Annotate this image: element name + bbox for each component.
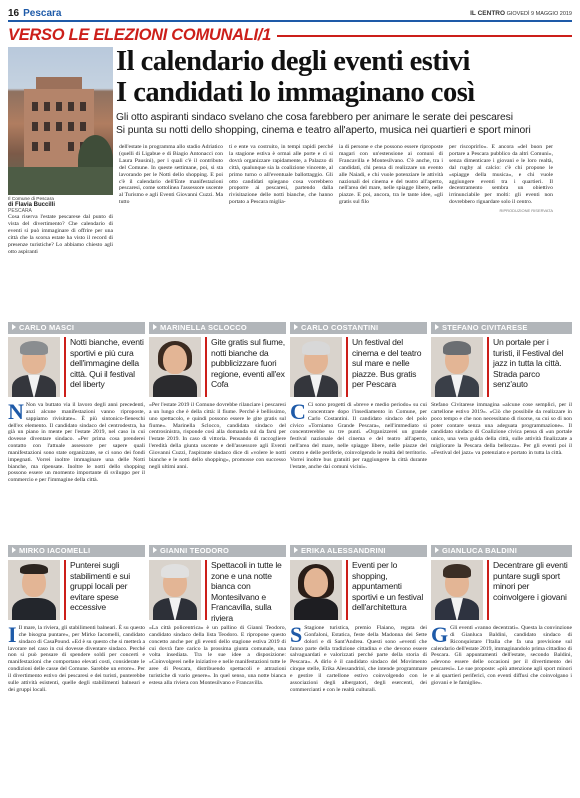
candidate-portrait — [431, 337, 483, 397]
article-column-3 — [229, 144, 333, 314]
candidate-text: I Il mare, la riviera, gli stabilimenti balneari. È su questo che bisogna puntare», per Mirko Iacomelli, candidato sindaco di CasaPound. «Ed è su questo che si metterà a lavorare nel caso in cui dovesse diventare sindaco. Perché non si può pensare di spendere soldi per concerti e manifestazioni che comportano elevati costi, considerate le condizioni delle casse del Comune. Sarebbe un errore». Per il divertimento estivo dei pescaresi e dei turisti, punterebbe sulle attività esistenti, quelle degli stabilimenti balneari e dei gruppi locali. — [8, 622, 145, 693]
article-column-2 — [119, 144, 223, 314]
candidate-quote: Punterei sugli stabilimenti e sui gruppi locali per evitare spese eccessive — [70, 560, 130, 612]
candidate-text: C Ci sono progetti di «breve e medio periodo» su cui concentrare dopo l'insediamento in Comune, per Carlo Costantini. Il candidato sindaco del polo civico «Torniamo Grande Pescara», nell'immediato si concentrerebbe su tre punti. «Organizzerei un grande festival nazionale del cinema e del teatro all'aperto, nell'area del mare, nelle spiagge libere, nelle piazze del centro e delle periferie, coinvolgendo le realtà del territorio. Vorrei inoltre bus gratuiti per raggiungere la città durante l'estate, anche dai comuni vicini». — [290, 399, 427, 470]
candidate-name-bar — [8, 322, 145, 334]
candidate-text: Stefano Civitarese immagina «alcune cose semplici, per il cartellone estivo 2019». «Ciò che possibile da realizzare in poco tempo e che non necessitano di risorse, su cui so di non poter contare senza una adeguata programmazione». Il candidato sindaco di Coalizione civica pensa di «un portale unico, una vera guida della città, sulle attività finalizzate a migliorare la Pescara della bellezza». Per gli eventi poi il «Festival del jazz» va potenziato e portato in tutta la città. — [431, 402, 572, 456]
candidate-name-bar — [290, 322, 427, 334]
candidate-quote: Notti bianche, eventi sportivi e più cura dell'immagine della città. Qui il festival del liberty — [70, 337, 144, 389]
candidate-quote: Eventi per lo shopping, appuntamenti sportivi e un festival dell'architettura — [352, 560, 424, 612]
candidate-text: «La città policentrica» è un pallino di Gianni Teodoro, candidato sindaco della lista Teodoro. E ripropone questo concetto anche per gli eventi dello stagione estiva 2019 di cui dovrà fare carico la prossima giunta comunale, una volta insediata. Tra le sue idee a disposizione: «Coinvolgerei nelle iniziative e nelle manifestazioni tutte le aree di Pescara, distribuendo spettacoli e attrazioni turistiche di vario genere». In quel senso, una notte bianca estesa alla riviera con Montesilvano e Francavilla. — [149, 625, 286, 686]
candidate-quote: Spettacoli in tutte le zone e una notte bianca con Montesilvano e Francavilla, sulla riviera — [211, 560, 282, 623]
city-hall-photo — [8, 47, 113, 195]
candidate-name-bar — [431, 545, 572, 557]
article-text: Cosa riserva l'estate pescarese dal punto di vista del divertimento? Che calendario di eventi si può immaginare di offrire per una città che la scorsa estate ha visto il record di presenze turistiche? Lo abbiamo chiesto agli otto aspiranti — [8, 214, 113, 255]
paper-name: IL CENTRO — [470, 9, 506, 17]
article-column-5 — [449, 144, 553, 314]
candidate-text: N Non va buttato via il lavoro degli anni precedenti, anzi alcune manifestazioni vanno riproposte, sappiamo rivisitate». È più sintonico-fieneschi dell'ex elemento. Il candidato sindaco del centrodestra, ha già un piano in mente per l'estate 2019, nel caso in cui dovesse diventare sindaco. «Per prima cosa prenderei contatto con l'attuale assessore per sapere quali manifestazioni sono state organizzate, se ci sono dei fondi impegnati. Vorrei inoltre immaginare una delle Notti bianche, ma ripensate. Inoltre le notti dello shopping possono essere un momento importante di sviluppo per il commercio e per l'immagine della città. — [8, 399, 145, 484]
candidate-name-bar — [8, 545, 145, 557]
candidate-name-bar — [149, 545, 286, 557]
subhead-line-2: Si punta su notti dello shopping, cinema e teatro all'aperto, musica nei quartieri e sport minori — [116, 125, 531, 136]
headline-line-2: I candidati lo immaginano così — [116, 77, 475, 108]
candidate-portrait — [149, 337, 201, 397]
candidate-name: MIRKO IACOMELLI — [19, 546, 91, 555]
drop-cap: G — [431, 622, 449, 647]
drop-cap: S — [290, 622, 303, 647]
section-name: Pescara — [23, 7, 62, 19]
issue-date: GIOVEDÌ 9 MAGGIO 2019 — [506, 10, 572, 17]
candidate-portrait — [8, 337, 60, 397]
dateline: PESCARA — [8, 208, 32, 214]
drop-cap: N — [8, 399, 24, 424]
byline: di Flavia Buccilli — [8, 202, 56, 208]
candidate-text: «Per l'estate 2019 il Comune dovrebbe rilanciare i pescaresi a un lungo che è della città: il fiume. Perché è bellissimo, uno spettacolo, e quindi possono essere le gite gratis sul fiume». Marinella Sclocco, candidata sindaco del centrosinistra, risponde così alla domanda sul da farsi per l'estate 2019. In caso di vittoria. Pensando di raccogliere l'eredità della giunta uscente e dell'assessore agli Eventi Giovanni Cuzzi, l'aspirante sindaco dice di «volere le notti bianche e le notti dello shopping», promosse con successo negli ultimi anni. — [149, 402, 286, 470]
drop-cap: I — [8, 622, 17, 647]
candidate-quote: Gite gratis sul fiume, notti bianche da pubblicizzare fuori regione, eventi all'ex Cofa — [211, 337, 285, 389]
copyright-note: RIPRODUZIONE RISERVATA — [499, 208, 553, 214]
candidate-name: GIANLUCA BALDINI — [442, 546, 517, 555]
candidate-text: G Gli eventi «vanno decentrati». Questa la convinzione di Gianluca Baldini, candidato sindaco di Riconquistare l'Italia che fa una previsione sul calendario dell'estate 2019, immaginandolo prima cittadino di Pescara. Gli appuntamenti dell'estate, secondo Baldini, «devono essere delle occasioni per il divertimento dei pescaresi». Le sue proposte: «più attenzione agli sport minori e ai quartieri periferici, con eventi diffusi che coinvolgano i giovani e le famiglie». — [431, 622, 572, 686]
candidate-quote: Un portale per i turisti, il Festival del jazz in tutta la città. Strada parco senz'auto — [493, 337, 564, 389]
candidate-box — [431, 545, 572, 791]
candidate-box — [149, 545, 286, 791]
candidate-name: ERIKA ALESSANDRINI — [301, 546, 386, 555]
candidate-portrait — [8, 560, 60, 620]
candidate-portrait — [149, 560, 201, 620]
candidate-name: CARLO MASCI — [19, 323, 75, 332]
candidate-box — [431, 322, 572, 542]
drop-cap: C — [290, 399, 306, 424]
page-header — [8, 6, 572, 22]
candidate-name: GIANNI TEODORO — [160, 546, 230, 555]
candidate-box — [8, 322, 145, 542]
subhead-line-1: Gli otto aspiranti sindaco svelano che cosa farebbero per animare le serate dei pescaresi — [116, 112, 513, 123]
candidate-portrait — [290, 337, 342, 397]
kicker-rule — [277, 35, 572, 37]
candidate-name: STEFANO CIVITARESE — [442, 323, 528, 332]
article-column-4 — [339, 144, 443, 314]
candidate-text: S Stagione turistica, premio Flaiano, regata dei Gonfaloni, Estatica, feste della Madonna dei Sette dolori e di Sant'Andrea. Questi sono «eventi che fanno parte della tradizione cittadina e che devono essere salvaguardati e valorizzati perché parte della storia di Pescara». A dirlo è il candidato sindaco del Movimento cinque stelle, Erika Alessandrini, che intende programmare e gestire il cartellone estivo coinvolgendo con le associazioni degli albergatori, degli esercenti, dei commercianti e con le realtà culturali. — [290, 622, 427, 693]
candidate-name: MARINELLA SCLOCCO — [160, 323, 247, 332]
article-text: dell'estate in programma allo stadio Adriatico (quelli di Ligabue e di Biagio Antonacci con Laura Pausini), per i quali c'è il contributo del Comune. In queste settimane, poi, si sta lavorando per le Notti dello shopping. E poi c'è il calendario dell'Ente manifestazioni pescaresi, come sottolinea l'assessore uscente al Turismo e agli Eventi Giovanni Cuzzi. Ma tutto — [119, 144, 223, 206]
page-number: 16 — [8, 7, 20, 19]
candidate-box — [149, 322, 286, 542]
article-text: ti e ente va costruito, in tempi rapidi perché la stagione estiva è ormai alle porte e ci si dovrà organizzare rapidamente, a Palazzo di città, qualunque sia la coalizione vincente, al primo turno o all'eventuale ballottaggio. Gli otto candidati spiegano cosa vorrebbero proporre ai pescaresi, partendo dalla rivisitazione delle notti bianche, che hanno portato a Pescara miglia- — [229, 144, 333, 206]
candidate-name-bar — [290, 545, 427, 557]
article-text: per riscoprirlo». E ancora «del buon per portare a Pescara pubblico da altri Comuni», senza dimenticare i giovani e le loro realtà, dal rugby al calcio: c'è chi propone le «spiagge della musica», e chi vuole aggiungere eventi tra i quartieri. Il decentramento sembra un obiettivo irrinunciabile per molti: gli eventi non dovrebbero riguardare solo il centro. — [449, 144, 553, 206]
photo-caption: Il Comune di Pescara — [8, 197, 54, 202]
candidate-name: CARLO COSTANTINI — [301, 323, 379, 332]
candidate-portrait — [290, 560, 342, 620]
headline-line-1: Il calendario degli eventi estivi — [116, 46, 470, 77]
candidate-box — [290, 322, 427, 542]
candidate-quote: Un festival del cinema e del teatro sul mare e nelle piazze. Bus gratis per Pescara — [352, 337, 422, 389]
candidate-quote: Decentrare gli eventi puntare sugli sport minori per coinvolgere i giovani — [493, 560, 568, 602]
article-text: ia di persone e che possono essere riproposte magari con un'estensione ai comuni di Francavilla e Montesilvano. C'è anche, tra i candidati, chi pensa di realizzare un evento alle Naiadi, e chi vuole potenziare le attività nazionali dei cinema e del teatro all'aperto, nell'area del mare, nelle spiagge libere, nelle piazze. E poi, ancora, tra le tante idee, «gli gratis sul filo — [339, 144, 443, 206]
kicker-text: VERSO LE ELEZIONI COMUNALI/1 — [8, 26, 271, 44]
candidate-name-bar — [431, 322, 572, 334]
kicker — [8, 27, 572, 44]
candidate-box — [8, 545, 145, 791]
candidate-name-bar — [149, 322, 286, 334]
candidate-box — [290, 545, 427, 791]
article-column-1 — [8, 214, 113, 314]
masthead-info — [470, 10, 572, 17]
candidate-portrait — [431, 560, 483, 620]
